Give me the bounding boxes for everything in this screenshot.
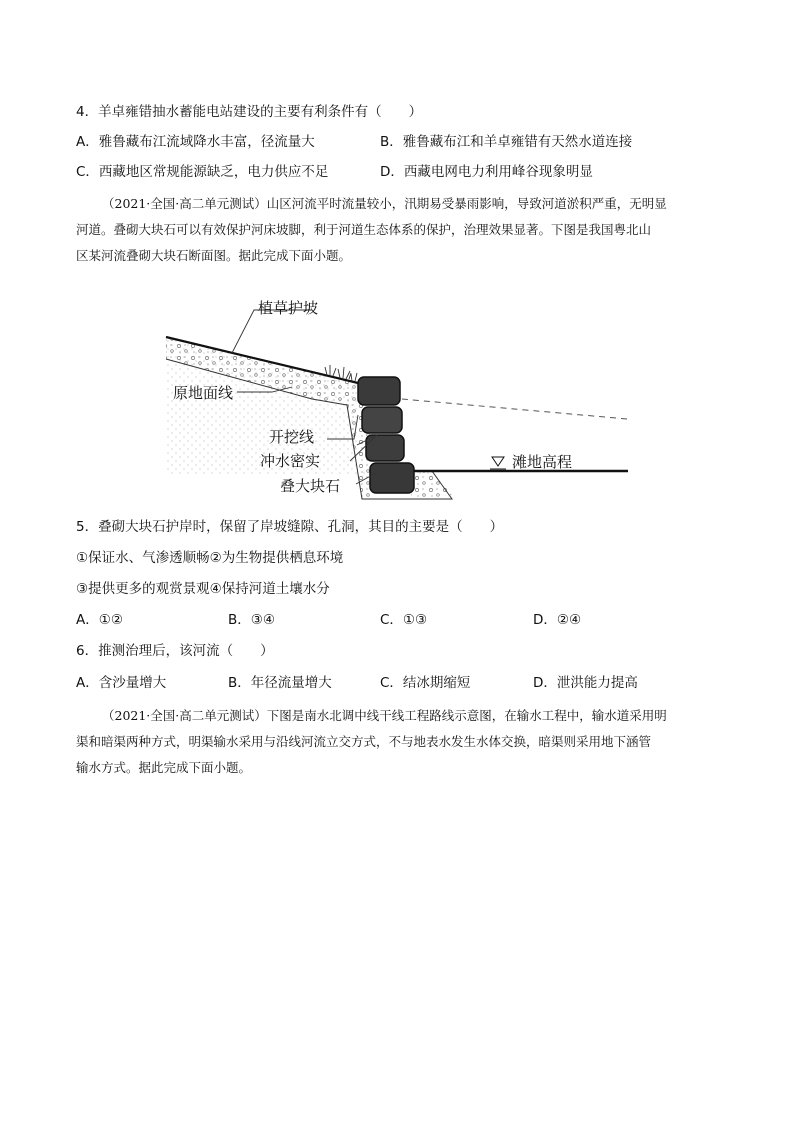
label-beach-elevation: 滩地高程 xyxy=(512,453,573,471)
label-grass-slope: 植草护坡 xyxy=(258,299,319,317)
intro2-line2: 渠和暗渠两种方式，明渠输水采用与沿线河流立交方式，不与地表水发生水体交换，暗渠则采用地下涵管 xyxy=(76,734,652,749)
water-surface-dashed xyxy=(402,399,627,419)
intro1-line2: 河道。叠砌大块石可以有效保护河床坡脚，利于河道生态体系的保护，治理效果显著。下图是我国粤北山 xyxy=(76,222,652,237)
intro-paragraph-1 xyxy=(76,191,726,269)
q5-stem: 5．叠砌大块石护岸时，保留了岸坡缝隙、孔洞，其目的主要是（ ） xyxy=(76,519,504,535)
q6-option-d: D．泄洪能力提高 xyxy=(533,675,638,691)
q6-stem: 6．推测治理后，该河流（ ） xyxy=(76,643,274,659)
q6-option-c: C．结冰期缩短 xyxy=(380,675,471,691)
intro1-line3: 区某河流叠砌大块石断面图。据此完成下面小题。 xyxy=(76,248,352,263)
q4-stem: 4．羊卓雍错抽水蓄能电站建设的主要有利条件有（ ） xyxy=(76,104,423,120)
q5-option-a: A．①② xyxy=(76,612,123,628)
q5-option-d: D．②④ xyxy=(533,612,582,628)
label-excavation: 开挖线 xyxy=(269,428,315,446)
q4-option-a: A．雅鲁藏布江流域降水丰富，径流量大 xyxy=(76,134,315,150)
intro2-line1: （2021·全国·高二单元测试）下图是南水北调中线干线工程路线示意图，在输水工程中，输水道采用明 xyxy=(102,708,667,723)
q4-option-b: B．雅鲁藏布江和羊卓雍错有天然水道连接 xyxy=(380,134,633,150)
q5-option-b: B．③④ xyxy=(228,612,275,628)
riverbank-cross-section-diagram xyxy=(162,295,632,505)
label-stacked-stones: 叠大块石 xyxy=(280,477,341,495)
q5-item-line1: ①保证水、气渗透顺畅②为生物提供栖息环境 xyxy=(76,550,344,566)
q5-option-c: C．①③ xyxy=(380,612,428,628)
label-compaction: 冲水密实 xyxy=(260,452,321,470)
q5-item-line2: ③提供更多的观赏景观④保持河道土壤水分 xyxy=(76,581,330,597)
intro1-line1: （2021·全国·高二单元测试）山区河流平时流量较小，汛期易受暴雨影响，导致河道淤积严重，无明显 xyxy=(102,196,667,211)
intro-paragraph-2 xyxy=(76,703,726,781)
label-original-ground: 原地面线 xyxy=(173,384,234,402)
q4-option-d: D．西藏电网电力利用峰谷现象明显 xyxy=(380,164,593,180)
water-level-marker-icon xyxy=(490,457,506,469)
intro2-line3: 输水方式。据此完成下面小题。 xyxy=(76,760,252,775)
q6-option-a: A．含沙量增大 xyxy=(76,675,167,691)
q4-option-c: C．西藏地区常规能源缺乏，电力供应不足 xyxy=(76,164,329,180)
q6-option-b: B．年径流量增大 xyxy=(228,675,332,691)
